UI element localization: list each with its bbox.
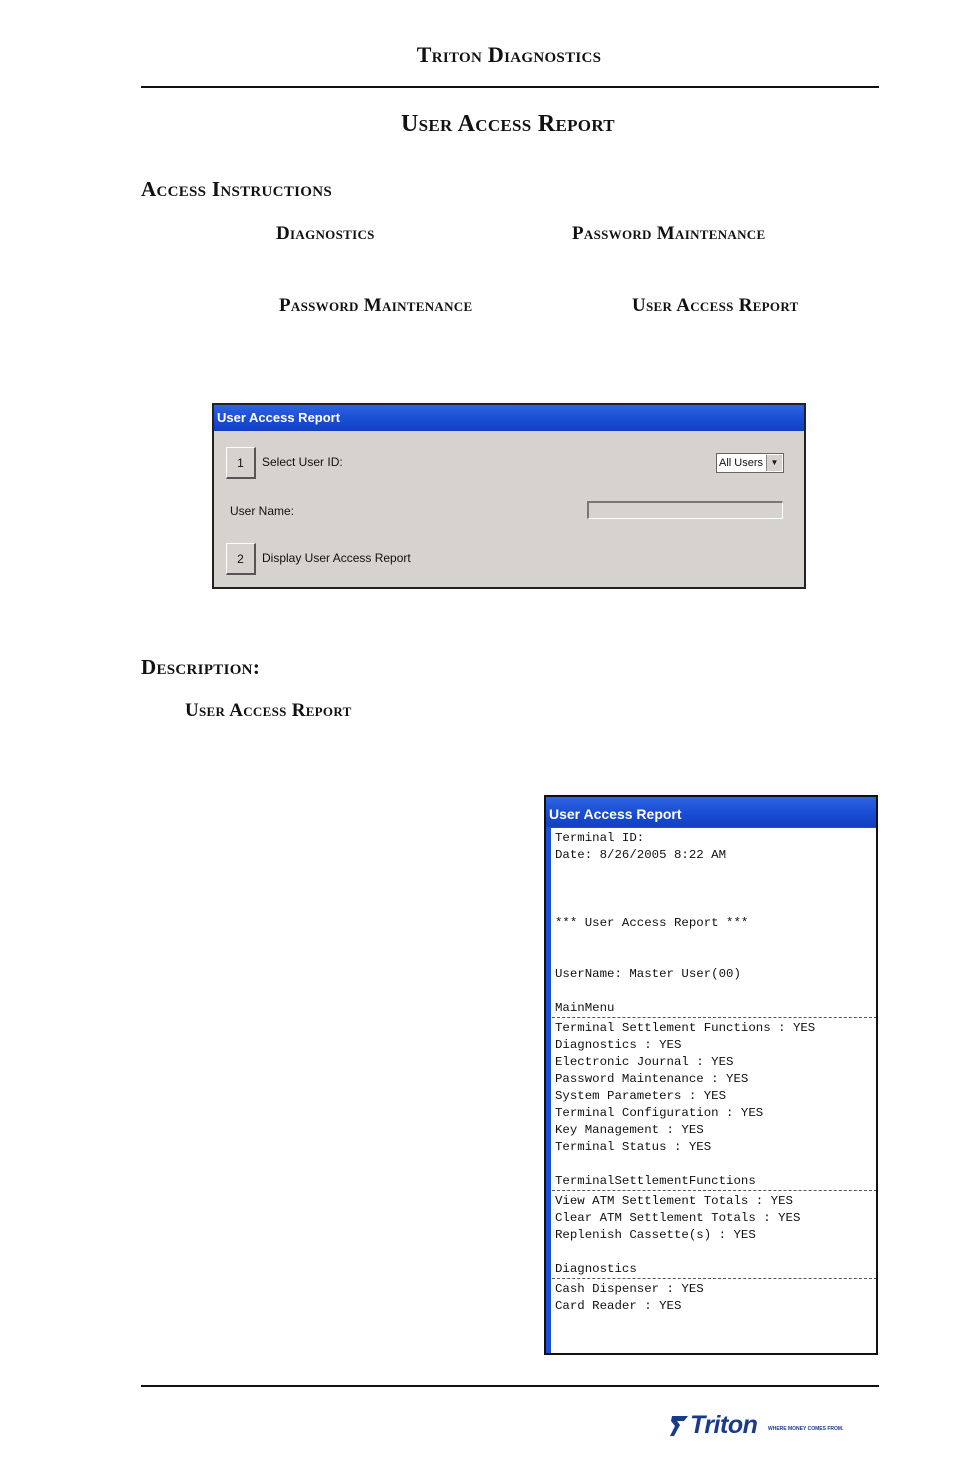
description-heading: Description: — [141, 655, 261, 679]
logo-tagline: WHERE MONEY COMES FROM. — [768, 1426, 844, 1432]
report-main-heading: MainMenu — [555, 1001, 615, 1015]
header-rule — [141, 86, 879, 88]
running-header: Triton Diagnostics — [416, 42, 602, 67]
report-titlebar: User Access Report — [546, 797, 876, 827]
dialog-titlebar: User Access Report — [214, 405, 804, 431]
report-settle-items: View ATM Settlement Totals : YES Clear ATM Settlement Totals : YES Replenish Cassette(s) : YES Diagnostics — [555, 1194, 801, 1276]
logo-wordmark: Triton — [690, 1411, 758, 1439]
step1-from: Diagnostics — [276, 223, 375, 244]
user-name-label: User Name: — [230, 504, 295, 518]
report-settle-heading: TerminalSettlementFunctions — [555, 1174, 756, 1188]
chevron-down-icon[interactable]: ▼ — [766, 455, 782, 471]
step1-to: Password Maintenance — [572, 223, 766, 244]
triton-logo — [668, 1413, 858, 1439]
display-report-button[interactable]: 2 — [226, 543, 256, 575]
user-id-select[interactable] — [716, 453, 784, 473]
report-username: UserName: Master User(00) — [555, 967, 741, 981]
report-body[interactable] — [551, 828, 876, 1353]
user-access-dialog — [212, 403, 806, 589]
footer-rule — [141, 1385, 879, 1387]
section-title: User Access Report — [401, 111, 615, 137]
user-name-field[interactable] — [587, 501, 783, 519]
select-user-button[interactable]: 1 — [226, 447, 256, 479]
user-id-select-value: All Users — [719, 457, 764, 469]
report-banner: *** User Access Report *** — [555, 916, 749, 930]
triton-mark-icon — [668, 1414, 690, 1438]
description-subject: User Access Report — [185, 700, 352, 721]
access-heading: Access Instructions — [141, 177, 333, 201]
report-header-lines: Terminal ID: Date: 8/26/2005 8:22 AM *** User Access Report *** UserName: Master User(00) MainMenu — [555, 831, 749, 1015]
report-diag-heading: Diagnostics — [555, 1262, 637, 1276]
report-diag-items: Cash Dispenser : YES Card Reader : YES — [555, 1282, 704, 1313]
report-window — [544, 795, 878, 1355]
report-main-items: Terminal Settlement Functions : YES Diagnostics : YES Electronic Journal : YES Password Maintenance : YES System Parameters : YES Terminal Configuration : YES Key Management : YES Terminal Status : YES TerminalSettlementFunctions — [555, 1021, 816, 1188]
step2-to: User Access Report — [632, 295, 799, 316]
select-user-label: Select User ID: — [262, 455, 343, 469]
step2-from: Password Maintenance — [279, 295, 473, 316]
display-report-label: Display User Access Report — [262, 551, 411, 565]
